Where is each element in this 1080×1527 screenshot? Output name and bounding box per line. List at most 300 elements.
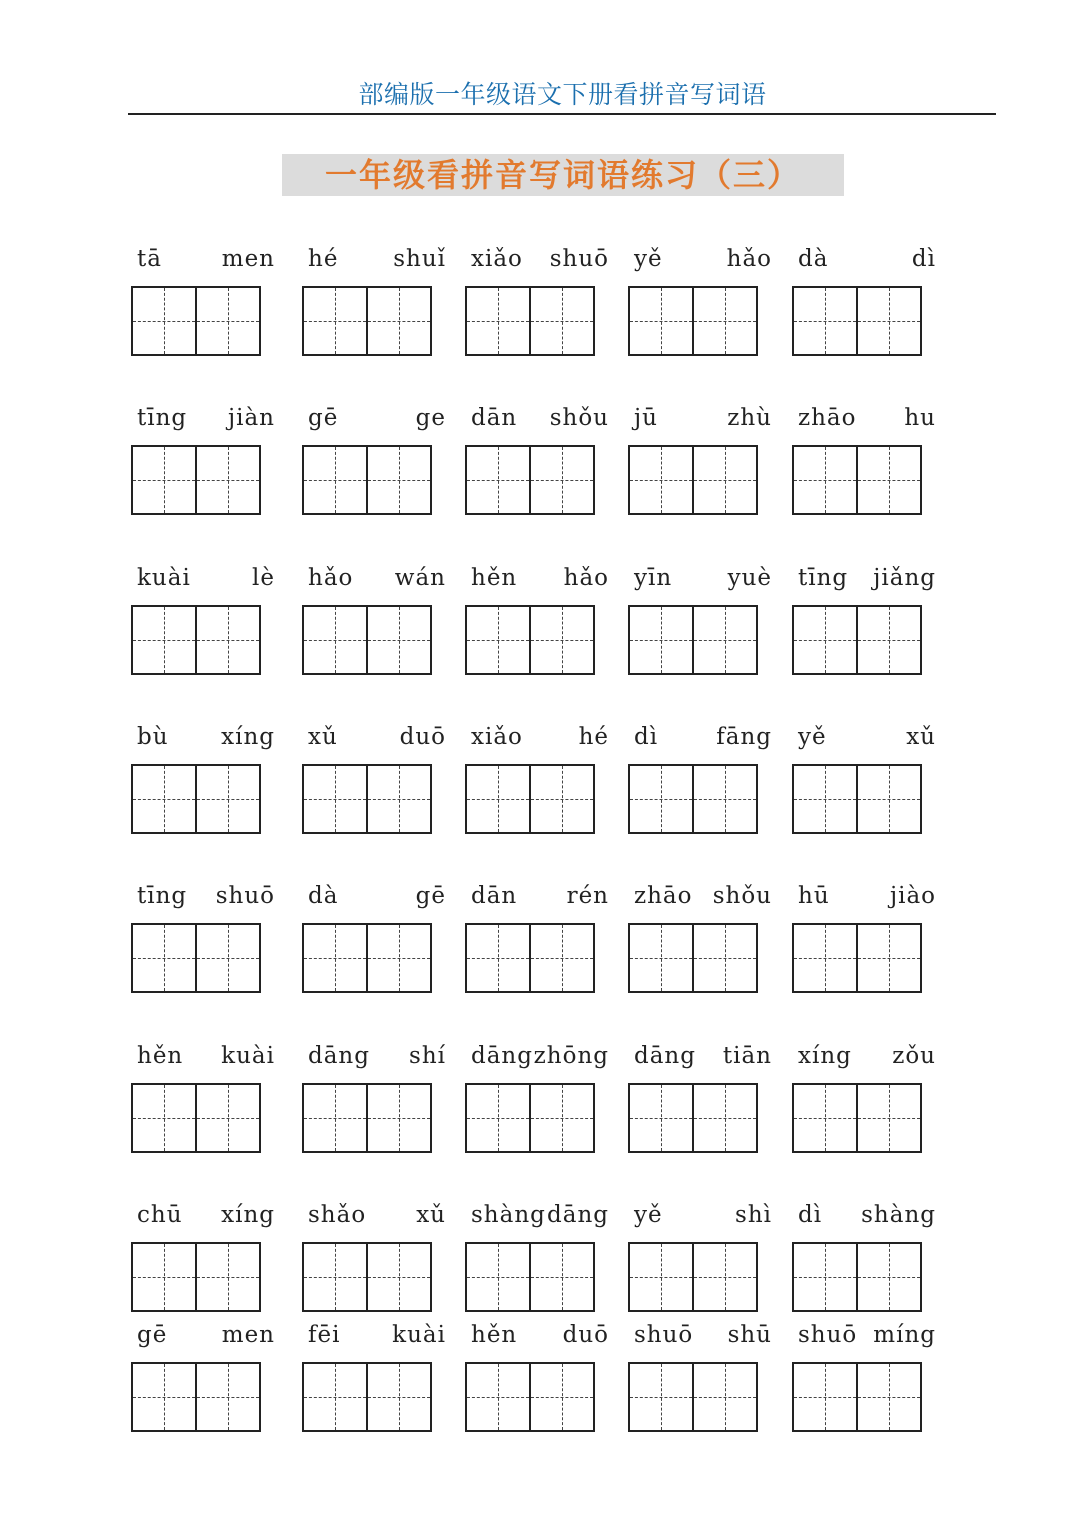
guide-line-horizontal — [694, 480, 756, 481]
pinyin-syllable: shàng — [861, 1202, 936, 1228]
guide-line-horizontal — [467, 958, 529, 959]
tianzige-box[interactable] — [792, 1083, 858, 1153]
tianzige-box[interactable] — [195, 923, 261, 993]
pinyin-label — [465, 560, 615, 596]
writing-boxes — [465, 605, 597, 675]
guide-line-horizontal — [858, 1397, 920, 1398]
guide-line-horizontal — [630, 480, 692, 481]
writing-boxes — [628, 1083, 760, 1153]
pinyin-syllable: gē — [415, 883, 446, 909]
pinyin-label — [792, 878, 942, 914]
guide-line-horizontal — [304, 1277, 366, 1278]
guide-line-horizontal — [694, 1397, 756, 1398]
guide-line-horizontal — [630, 1118, 692, 1119]
pinyin-syllable: hǎo — [563, 565, 609, 591]
pinyin-syllable: men — [221, 246, 275, 272]
pinyin-label — [792, 1317, 942, 1353]
guide-line-horizontal — [467, 480, 529, 481]
guide-line-horizontal — [368, 640, 430, 641]
tianzige-box[interactable] — [856, 1362, 922, 1432]
pinyin-label — [302, 1197, 452, 1233]
guide-line-horizontal — [858, 1118, 920, 1119]
tianzige-box[interactable] — [302, 1242, 368, 1312]
tianzige-box[interactable] — [529, 923, 595, 993]
tianzige-box[interactable] — [131, 605, 197, 675]
writing-boxes — [302, 445, 434, 515]
tianzige-box[interactable] — [692, 286, 758, 356]
guide-line-horizontal — [304, 1397, 366, 1398]
writing-boxes — [465, 1242, 597, 1312]
tianzige-box[interactable] — [195, 1083, 261, 1153]
writing-boxes — [628, 923, 760, 993]
guide-line-horizontal — [694, 640, 756, 641]
guide-line-horizontal — [694, 321, 756, 322]
guide-line-horizontal — [858, 1277, 920, 1278]
guide-line-horizontal — [694, 799, 756, 800]
guide-line-horizontal — [467, 799, 529, 800]
tianzige-box[interactable] — [302, 445, 368, 515]
pinyin-label — [465, 400, 615, 436]
guide-line-horizontal — [197, 799, 259, 800]
guide-line-horizontal — [368, 958, 430, 959]
guide-line-horizontal — [133, 799, 195, 800]
tianzige-box[interactable] — [856, 1083, 922, 1153]
writing-boxes — [302, 923, 434, 993]
guide-line-horizontal — [467, 1277, 529, 1278]
pinyin-syllable: yīn — [634, 565, 673, 591]
pinyin-label — [131, 878, 281, 914]
tianzige-box[interactable] — [131, 286, 197, 356]
guide-line-horizontal — [858, 799, 920, 800]
pinyin-syllable: dāng — [471, 1043, 533, 1069]
tianzige-box[interactable] — [628, 605, 694, 675]
writing-boxes — [302, 605, 434, 675]
tianzige-box[interactable] — [856, 923, 922, 993]
tianzige-box[interactable] — [366, 1242, 432, 1312]
guide-line-horizontal — [531, 799, 593, 800]
tianzige-box[interactable] — [465, 923, 531, 993]
tianzige-box[interactable] — [195, 605, 261, 675]
pinyin-syllable: dà — [798, 246, 829, 272]
pinyin-syllable: yě — [634, 1202, 663, 1228]
writing-boxes — [302, 764, 434, 834]
writing-boxes — [628, 605, 760, 675]
guide-line-horizontal — [467, 321, 529, 322]
writing-boxes — [131, 286, 263, 356]
tianzige-box[interactable] — [302, 923, 368, 993]
tianzige-box[interactable] — [195, 286, 261, 356]
pinyin-syllable: tiān — [722, 1043, 772, 1069]
writing-boxes — [792, 1362, 924, 1432]
guide-line-horizontal — [197, 958, 259, 959]
pinyin-syllable: yuè — [727, 565, 772, 591]
guide-line-horizontal — [304, 640, 366, 641]
tianzige-box[interactable] — [195, 445, 261, 515]
guide-line-horizontal — [794, 799, 856, 800]
writing-boxes — [302, 1242, 434, 1312]
pinyin-syllable: hū — [798, 883, 830, 909]
pinyin-syllable: shuō — [798, 1322, 858, 1348]
pinyin-syllable: xǔ — [416, 1202, 446, 1228]
tianzige-box[interactable] — [131, 1242, 197, 1312]
header-title: 部编版一年级语文下册看拼音写词语 — [358, 80, 767, 109]
writing-boxes — [792, 1242, 924, 1312]
guide-line-horizontal — [858, 321, 920, 322]
guide-line-horizontal — [531, 1118, 593, 1119]
pinyin-syllable: xíng — [221, 724, 275, 750]
guide-line-horizontal — [794, 1118, 856, 1119]
guide-line-horizontal — [133, 1397, 195, 1398]
pinyin-syllable: shuō — [549, 246, 609, 272]
writing-boxes — [792, 923, 924, 993]
pinyin-syllable: rén — [566, 883, 609, 909]
pinyin-syllable: dān — [471, 883, 518, 909]
pinyin-syllable: shuō — [634, 1322, 694, 1348]
pinyin-label — [792, 719, 942, 755]
tianzige-box[interactable] — [195, 764, 261, 834]
guide-line-horizontal — [133, 958, 195, 959]
pinyin-syllable: shǒu — [549, 405, 609, 431]
tianzige-box[interactable] — [628, 286, 694, 356]
guide-line-horizontal — [531, 321, 593, 322]
guide-line-horizontal — [197, 1277, 259, 1278]
guide-line-horizontal — [467, 1118, 529, 1119]
pinyin-syllable: xíng — [798, 1043, 852, 1069]
tianzige-box[interactable] — [792, 605, 858, 675]
pinyin-syllable: xǔ — [308, 724, 338, 750]
pinyin-syllable: dāng — [634, 1043, 696, 1069]
guide-line-horizontal — [630, 958, 692, 959]
pinyin-syllable: hǎo — [726, 246, 772, 272]
pinyin-syllable: dān — [471, 405, 518, 431]
pinyin-label — [302, 1038, 452, 1074]
tianzige-box[interactable] — [792, 923, 858, 993]
pinyin-syllable: duō — [399, 724, 446, 750]
pinyin-syllable: lè — [252, 565, 275, 591]
tianzige-box[interactable] — [465, 286, 531, 356]
pinyin-syllable: hu — [904, 405, 936, 431]
pinyin-label — [131, 1038, 281, 1074]
pinyin-label — [792, 560, 942, 596]
pinyin-syllable: wán — [394, 565, 446, 591]
guide-line-horizontal — [304, 799, 366, 800]
pinyin-syllable: shuǐ — [393, 246, 446, 272]
pinyin-syllable: jiǎng — [873, 565, 936, 591]
writing-boxes — [465, 445, 597, 515]
tianzige-box[interactable] — [692, 764, 758, 834]
pinyin-syllable: tīng — [798, 565, 849, 591]
tianzige-box[interactable] — [302, 1362, 368, 1432]
tianzige-box[interactable] — [628, 764, 694, 834]
tianzige-box[interactable] — [366, 1362, 432, 1432]
pinyin-syllable: shuō — [215, 883, 275, 909]
tianzige-box[interactable] — [195, 1242, 261, 1312]
pinyin-syllable: shàng — [471, 1202, 546, 1228]
tianzige-box[interactable] — [529, 764, 595, 834]
guide-line-horizontal — [694, 958, 756, 959]
pinyin-label — [131, 1197, 281, 1233]
tianzige-box[interactable] — [465, 605, 531, 675]
pinyin-syllable: shí — [409, 1043, 446, 1069]
pinyin-label — [628, 1317, 778, 1353]
guide-line-horizontal — [531, 640, 593, 641]
pinyin-syllable: jiàn — [227, 405, 275, 431]
tianzige-box[interactable] — [131, 1362, 197, 1432]
tianzige-box[interactable] — [628, 1242, 694, 1312]
pinyin-syllable: zhōng — [533, 1043, 609, 1069]
tianzige-box[interactable] — [692, 605, 758, 675]
writing-boxes — [792, 445, 924, 515]
tianzige-box[interactable] — [366, 605, 432, 675]
writing-boxes — [131, 1362, 263, 1432]
pinyin-syllable: ge — [415, 405, 446, 431]
writing-boxes — [628, 445, 760, 515]
guide-line-horizontal — [630, 1397, 692, 1398]
guide-line-horizontal — [630, 640, 692, 641]
pinyin-syllable: jiào — [889, 883, 936, 909]
guide-line-horizontal — [368, 480, 430, 481]
writing-boxes — [628, 1242, 760, 1312]
pinyin-syllable: dì — [798, 1202, 823, 1228]
writing-boxes — [628, 764, 760, 834]
pinyin-label — [628, 400, 778, 436]
pinyin-label — [465, 1038, 615, 1074]
pinyin-label — [792, 1038, 942, 1074]
pinyin-syllable: men — [221, 1322, 275, 1348]
pinyin-syllable: zhāo — [634, 883, 693, 909]
tianzige-box[interactable] — [792, 1242, 858, 1312]
pinyin-syllable: kuài — [221, 1043, 275, 1069]
tianzige-box[interactable] — [628, 1083, 694, 1153]
tianzige-box[interactable] — [856, 1242, 922, 1312]
pinyin-label — [302, 241, 452, 277]
pinyin-syllable: jū — [634, 405, 658, 431]
guide-line-horizontal — [368, 1118, 430, 1119]
guide-line-horizontal — [304, 321, 366, 322]
pinyin-syllable: tā — [137, 246, 162, 272]
pinyin-syllable: zhāo — [798, 405, 857, 431]
writing-boxes — [465, 1362, 597, 1432]
tianzige-box[interactable] — [302, 605, 368, 675]
pinyin-label — [628, 878, 778, 914]
pinyin-label — [628, 719, 778, 755]
tianzige-box[interactable] — [465, 445, 531, 515]
pinyin-syllable: kuài — [137, 565, 191, 591]
pinyin-syllable: hěn — [137, 1043, 184, 1069]
tianzige-box[interactable] — [131, 1083, 197, 1153]
pinyin-syllable: shū — [727, 1322, 772, 1348]
tianzige-box[interactable] — [628, 445, 694, 515]
pinyin-syllable: hé — [308, 246, 339, 272]
pinyin-label — [131, 400, 281, 436]
pinyin-syllable: míng — [873, 1322, 936, 1348]
guide-line-horizontal — [630, 1277, 692, 1278]
tianzige-box[interactable] — [465, 1362, 531, 1432]
pinyin-label — [302, 560, 452, 596]
guide-line-horizontal — [794, 1277, 856, 1278]
pinyin-label — [465, 241, 615, 277]
pinyin-label — [792, 1197, 942, 1233]
tianzige-box[interactable] — [792, 764, 858, 834]
tianzige-box[interactable] — [529, 445, 595, 515]
writing-boxes — [465, 764, 597, 834]
pinyin-syllable: gē — [137, 1322, 168, 1348]
guide-line-horizontal — [133, 321, 195, 322]
tianzige-box[interactable] — [366, 923, 432, 993]
pinyin-syllable: yě — [798, 724, 827, 750]
tianzige-box[interactable] — [529, 605, 595, 675]
tianzige-box[interactable] — [366, 764, 432, 834]
tianzige-box[interactable] — [792, 445, 858, 515]
tianzige-box[interactable] — [692, 923, 758, 993]
tianzige-box[interactable] — [131, 764, 197, 834]
writing-boxes — [131, 764, 263, 834]
pinyin-syllable: shì — [735, 1202, 772, 1228]
writing-boxes — [792, 605, 924, 675]
pinyin-syllable: xiǎo — [471, 246, 523, 272]
tianzige-box[interactable] — [792, 1362, 858, 1432]
pinyin-syllable: hǎo — [308, 565, 354, 591]
pinyin-syllable: yě — [634, 246, 663, 272]
tianzige-box[interactable] — [366, 445, 432, 515]
tianzige-box[interactable] — [692, 1242, 758, 1312]
guide-line-horizontal — [197, 480, 259, 481]
pinyin-syllable: hěn — [471, 1322, 518, 1348]
tianzige-box[interactable] — [692, 445, 758, 515]
writing-boxes — [131, 1083, 263, 1153]
pinyin-syllable: hěn — [471, 565, 518, 591]
tianzige-box[interactable] — [856, 445, 922, 515]
pinyin-syllable: zǒu — [892, 1043, 936, 1069]
tianzige-box[interactable] — [366, 1083, 432, 1153]
writing-boxes — [628, 286, 760, 356]
guide-line-horizontal — [368, 321, 430, 322]
pinyin-label — [628, 1038, 778, 1074]
guide-line-horizontal — [630, 799, 692, 800]
pinyin-syllable: hé — [578, 724, 609, 750]
guide-line-horizontal — [531, 1277, 593, 1278]
writing-boxes — [131, 923, 263, 993]
writing-boxes — [465, 923, 597, 993]
tianzige-box[interactable] — [529, 1242, 595, 1312]
guide-line-horizontal — [794, 321, 856, 322]
writing-boxes — [792, 286, 924, 356]
guide-line-horizontal — [368, 799, 430, 800]
writing-boxes — [465, 286, 597, 356]
pinyin-syllable: dì — [634, 724, 659, 750]
tianzige-box[interactable] — [195, 1362, 261, 1432]
pinyin-label — [628, 1197, 778, 1233]
guide-line-horizontal — [197, 321, 259, 322]
guide-line-horizontal — [794, 480, 856, 481]
pinyin-label — [302, 878, 452, 914]
guide-line-horizontal — [197, 640, 259, 641]
pinyin-syllable: xǔ — [906, 724, 936, 750]
tianzige-box[interactable] — [302, 286, 368, 356]
guide-line-horizontal — [858, 958, 920, 959]
pinyin-syllable: dāng — [547, 1202, 609, 1228]
guide-line-horizontal — [694, 1118, 756, 1119]
pinyin-syllable: fāng — [716, 724, 772, 750]
writing-boxes — [302, 286, 434, 356]
pinyin-syllable: gē — [308, 405, 339, 431]
guide-line-horizontal — [531, 958, 593, 959]
writing-boxes — [792, 764, 924, 834]
tianzige-box[interactable] — [692, 1083, 758, 1153]
guide-line-horizontal — [858, 480, 920, 481]
pinyin-syllable: shǒu — [712, 883, 772, 909]
pinyin-label — [302, 1317, 452, 1353]
tianzige-box[interactable] — [465, 1083, 531, 1153]
pinyin-label — [131, 560, 281, 596]
pinyin-label — [465, 1317, 615, 1353]
tianzige-box[interactable] — [856, 286, 922, 356]
pinyin-label — [628, 241, 778, 277]
guide-line-horizontal — [368, 1277, 430, 1278]
pinyin-label — [302, 719, 452, 755]
guide-line-horizontal — [304, 1118, 366, 1119]
tianzige-box[interactable] — [628, 1362, 694, 1432]
tianzige-box[interactable] — [302, 764, 368, 834]
writing-boxes — [465, 1083, 597, 1153]
guide-line-horizontal — [794, 1397, 856, 1398]
tianzige-box[interactable] — [465, 1242, 531, 1312]
guide-line-horizontal — [197, 1397, 259, 1398]
guide-line-horizontal — [531, 1397, 593, 1398]
guide-line-horizontal — [794, 640, 856, 641]
guide-line-horizontal — [531, 480, 593, 481]
pinyin-label — [131, 719, 281, 755]
guide-line-horizontal — [630, 321, 692, 322]
pinyin-label — [792, 241, 942, 277]
pinyin-label — [465, 878, 615, 914]
pinyin-label — [302, 400, 452, 436]
writing-boxes — [131, 445, 263, 515]
tianzige-box[interactable] — [465, 764, 531, 834]
tianzige-box[interactable] — [529, 1083, 595, 1153]
writing-boxes — [792, 1083, 924, 1153]
pinyin-label — [131, 241, 281, 277]
tianzige-box[interactable] — [529, 286, 595, 356]
pinyin-syllable: zhù — [727, 405, 772, 431]
tianzige-box[interactable] — [131, 445, 197, 515]
pinyin-label — [628, 560, 778, 596]
tianzige-box[interactable] — [856, 764, 922, 834]
guide-line-horizontal — [467, 640, 529, 641]
guide-line-horizontal — [133, 640, 195, 641]
tianzige-box[interactable] — [131, 923, 197, 993]
pinyin-syllable: fēi — [308, 1322, 341, 1348]
pinyin-syllable: shǎo — [308, 1202, 367, 1228]
guide-line-horizontal — [858, 640, 920, 641]
tianzige-box[interactable] — [366, 286, 432, 356]
guide-line-horizontal — [794, 958, 856, 959]
pinyin-syllable: chū — [137, 1202, 183, 1228]
tianzige-box[interactable] — [628, 923, 694, 993]
pinyin-syllable: duō — [562, 1322, 609, 1348]
tianzige-box[interactable] — [302, 1083, 368, 1153]
tianzige-box[interactable] — [692, 1362, 758, 1432]
guide-line-horizontal — [133, 1277, 195, 1278]
writing-boxes — [302, 1362, 434, 1432]
guide-line-horizontal — [368, 1397, 430, 1398]
pinyin-syllable: dà — [308, 883, 339, 909]
tianzige-box[interactable] — [529, 1362, 595, 1432]
writing-boxes — [302, 1083, 434, 1153]
guide-line-horizontal — [133, 480, 195, 481]
tianzige-box[interactable] — [792, 286, 858, 356]
tianzige-box[interactable] — [856, 605, 922, 675]
